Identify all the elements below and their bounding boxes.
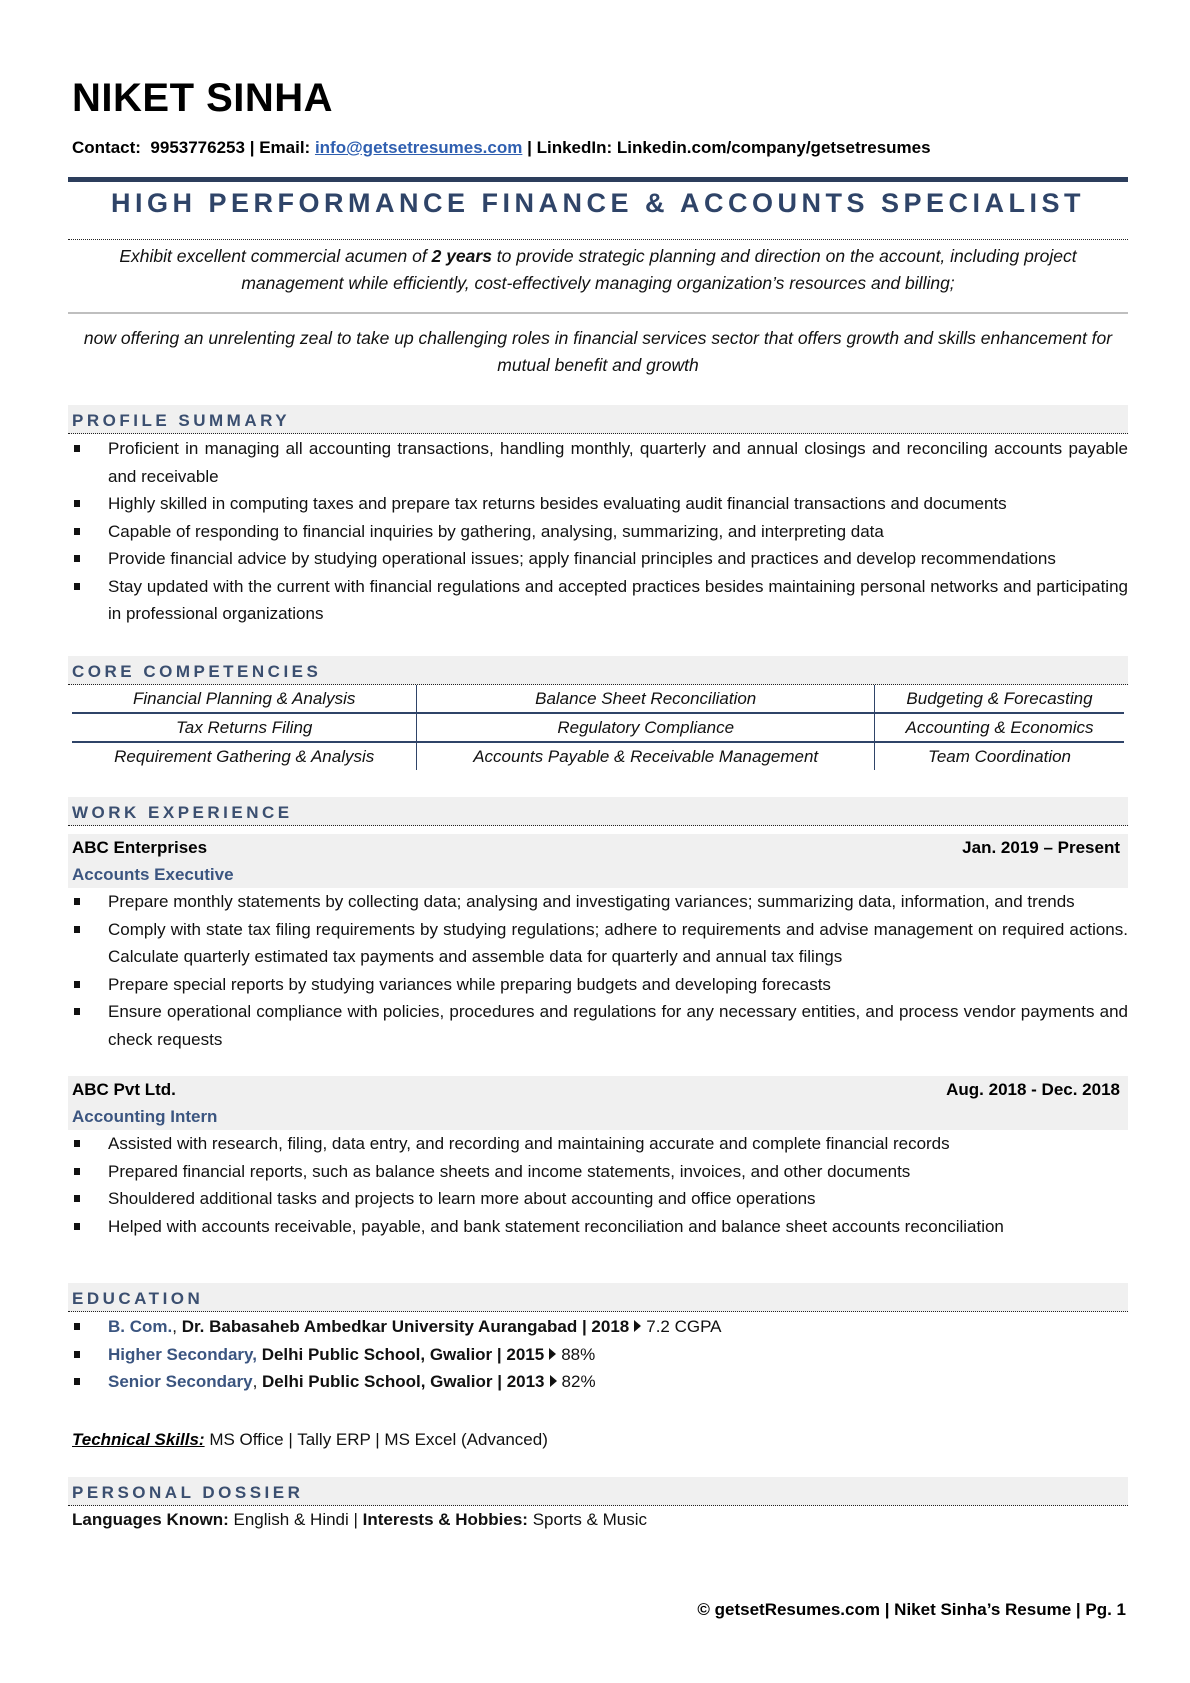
list-item: Provide financial advice by studying operational issues; apply financial principles and practices and develop recommendations [68,545,1128,573]
school: Delhi Public School, Gwalior | 2015 [261,1344,545,1364]
competency-cell: Balance Sheet Reconciliation [417,685,875,713]
section-title: EDUCATION [68,1283,1128,1312]
triangle-right-icon [634,1320,641,1332]
linkedin-url: Linkedin.com/company/getsetresumes [616,138,931,157]
job-dates: Aug. 2018 - Dec. 2018 [946,1080,1120,1099]
table-row [72,742,1124,770]
list-item: Proficient in managing all accounting transactions, handling monthly, quarterly and annual closings and reconciling accounts payable and receivable [68,435,1128,490]
section-title: PROFILE SUMMARY [68,405,1128,434]
triangle-right-icon [549,1348,556,1360]
intro-divider [68,312,1128,314]
interests-label: Interests & Hobbies: [362,1510,528,1529]
competency-cell: Regulatory Compliance [417,713,875,742]
list-item: Highly skilled in computing taxes and prepare tax returns besides evaluating audit financial transactions and documents [68,490,1128,518]
core-competencies-section [68,656,1128,770]
degree: Senior Secondary [108,1372,253,1391]
personal-dossier-section [68,1477,1128,1534]
professional-headline: HIGH PERFORMANCE FINANCE & ACCOUNTS SPECIALIST [110,188,1086,218]
job-header [68,1076,1128,1130]
school: Dr. Babasaheb Ambedkar University Aurangabad | 2018 [181,1317,630,1336]
table-row [72,713,1124,742]
competency-cell: Team Coordination [928,746,1072,766]
company-name: ABC Pvt Ltd. [72,1080,176,1099]
competency-cell: Accounting & Economics [875,713,1124,742]
competency-cell: Budgeting & Forecasting [875,685,1124,713]
intro-text: to provide strategic planning and direction on the account, including project management while efficiently, cost-effectively managing organization’s resources and billing; [241,246,1077,293]
technical-skills [72,1430,548,1450]
education-section [68,1283,1128,1396]
technical-skills-label: Technical Skills: [72,1430,205,1449]
list-item: Prepare special reports by studying variances while preparing budgets and developing forecasts [68,971,1128,999]
intro-experience-years: 2 years [431,246,492,266]
intro-text: Exhibit excellent commercial acumen of [119,246,432,266]
dotted-divider [68,239,1128,240]
company-name: ABC Enterprises [72,838,208,857]
triangle-right-icon [550,1375,557,1387]
education-item [68,1341,1128,1369]
technical-skills-value: MS Office | Tally ERP | MS Excel (Advanced) [204,1430,548,1449]
intro-paragraph-2: now offering an unrelenting zeal to take up challenging roles in financial services sector that offers growth and skills enhancement for mutual benefit and growth [83,328,1113,375]
competency-cell: Financial Planning & Analysis [72,685,417,713]
separator: , [172,1317,182,1336]
list-item: Capable of responding to financial inquiries by gathering, analysing, summarizing, and interpreting data [68,518,1128,546]
candidate-name: NIKET SINHA [72,76,334,120]
section-title: PERSONAL DOSSIER [68,1477,1128,1506]
email-link[interactable]: info@getsetresumes.com [314,138,523,157]
profile-summary-section [68,405,1128,628]
job-title: Accounts Executive [72,865,234,884]
header-divider [68,177,1128,182]
page-footer: © getsetResumes.com | Niket Sinha’s Resume | Pg. 1 [697,1600,1126,1619]
competency-cell: Tax Returns Filing [72,713,417,742]
competencies-table [72,685,1124,770]
list-item: Prepared financial reports, such as balance sheets and income statements, invoices, and other documents [68,1158,1128,1186]
competency-cell: Accounts Payable & Receivable Management [417,742,875,770]
degree: Higher Secondary, [108,1344,257,1364]
list-item: Stay updated with the current with financial regulations and accepted practices besides maintaining personal networks and participating in professional organizations [68,573,1128,628]
languages-label: Languages Known: [72,1510,229,1529]
list-item: Comply with state tax filing requirements by studying regulations; adhere to requirements and advise management on required actions. Calculate quarterly estimated tax payments and assemble data for quarterly and annual tax filings [68,916,1128,971]
list-item: Shouldered additional tasks and projects to learn more about accounting and office operations [68,1185,1128,1213]
phone-number: 9953776253 [150,138,245,157]
languages-value: English & Hindi | [228,1510,363,1529]
school: Delhi Public School, Gwalior | 2013 [262,1372,545,1391]
score: 82% [561,1372,596,1391]
education-item [68,1368,1128,1396]
list-item: Helped with accounts receivable, payable, and bank statement reconciliation and balance sheet accounts reconciliation [68,1213,1128,1241]
competency-cell: Requirement Gathering & Analysis [114,746,375,766]
section-title: CORE COMPETENCIES [68,656,1128,685]
contact-line [72,138,931,158]
linkedin-label: LinkedIn: [536,138,613,157]
dossier-line [68,1506,1128,1534]
education-item [68,1313,1128,1341]
degree: B. Com. [108,1317,173,1336]
work-experience-section [68,797,1128,1240]
score: 88% [561,1344,596,1364]
table-row [72,685,1124,713]
list-item: Prepare monthly statements by collecting data; analysing and investigating variances; summarizing data, information, and trends [68,888,1128,916]
separator: , [252,1372,263,1391]
job-header [68,834,1128,888]
interests-value: Sports & Music [527,1510,648,1529]
contact-label: Contact: [72,138,141,157]
intro-paragraph-1 [68,243,1128,297]
email-label: Email: [259,138,311,157]
list-item: Assisted with research, filing, data entry, and recording and maintaining accurate and complete financial records [68,1130,1128,1158]
score: 7.2 CGPA [646,1317,722,1336]
job-dates: Jan. 2019 – Present [962,838,1120,857]
separator: | [527,138,532,157]
section-title: WORK EXPERIENCE [68,797,1128,826]
separator: | [249,138,255,157]
job-title: Accounting Intern [72,1107,218,1126]
list-item: Ensure operational compliance with policies, procedures and regulations for any necessary entities, and process vendor payments and check requests [68,998,1128,1053]
